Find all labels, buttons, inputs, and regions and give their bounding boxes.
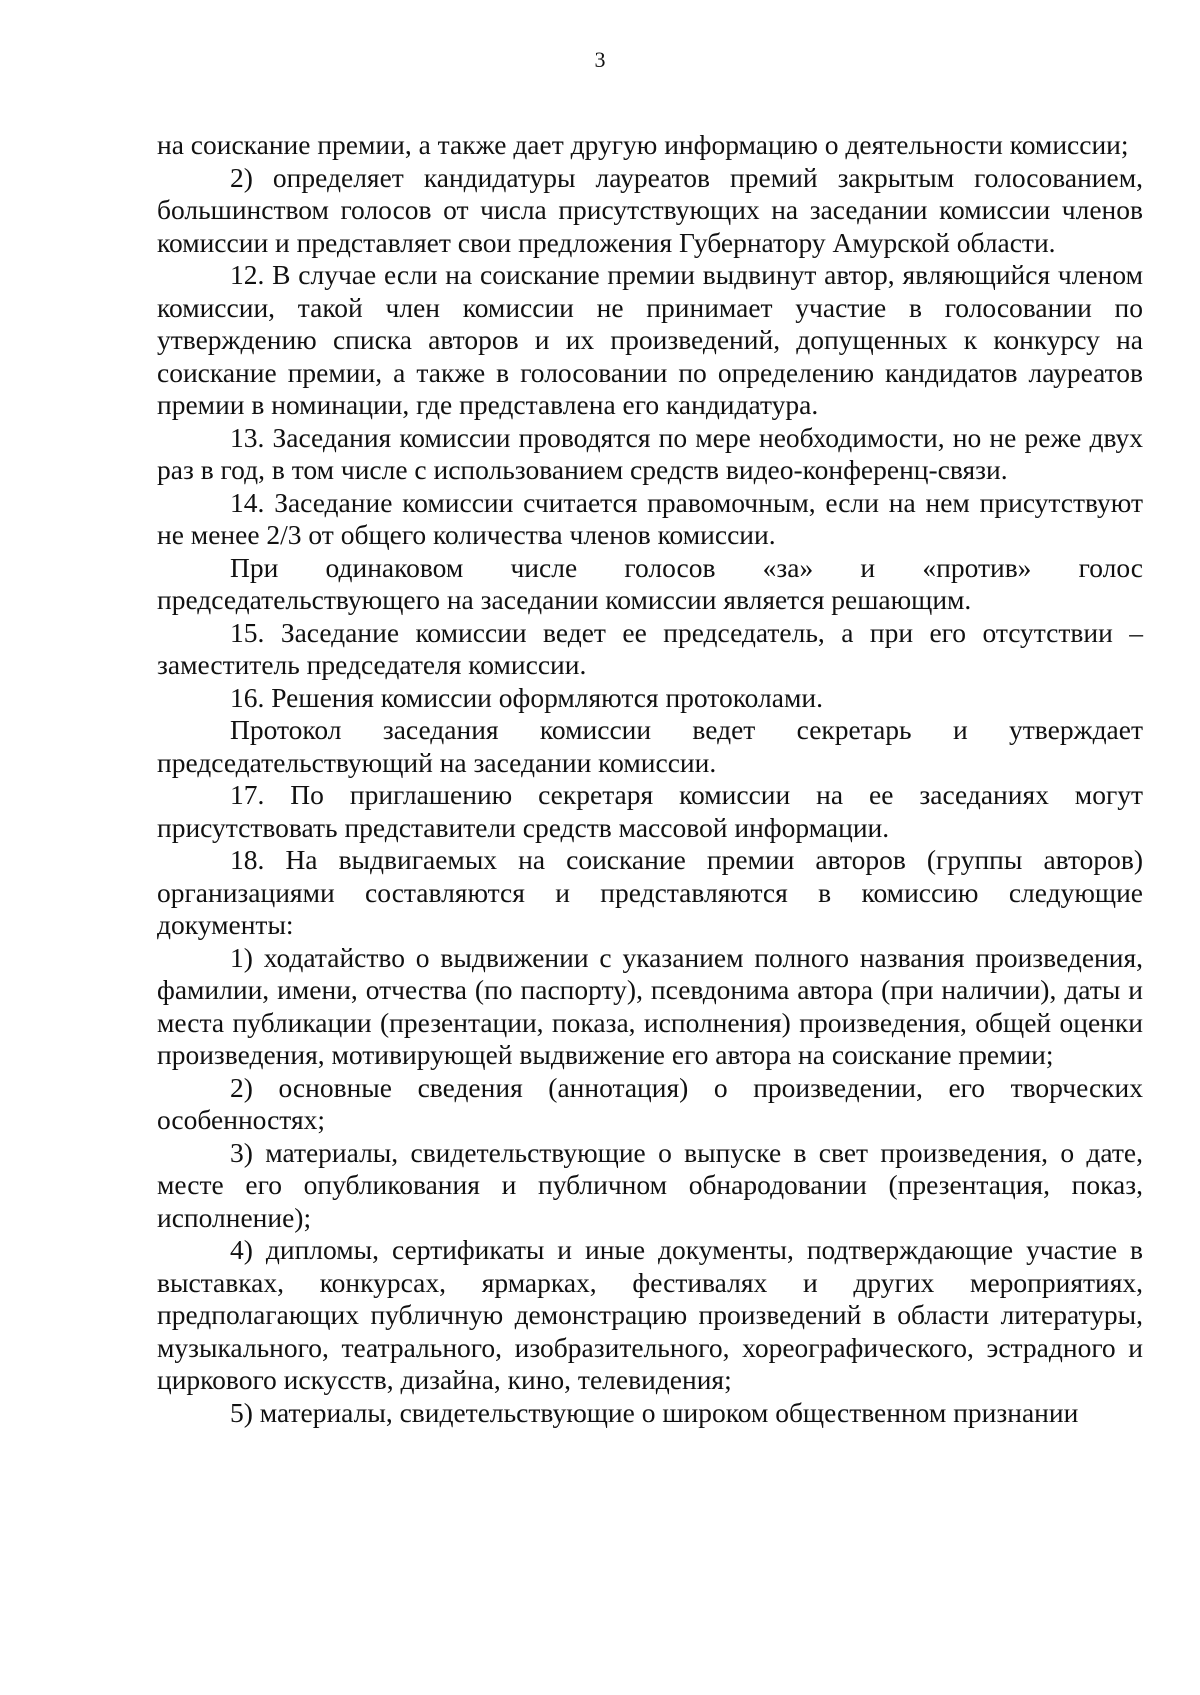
paragraph: 12. В случае если на соискание премии выдвинут автор, являющийся членом комиссии, такой член комиссии не принимает участие в голосовании по утверждению списка авторов и их произведений, допущенных к конкурсу на соискание премии, а также в голосовании по определению кандидатов лауреатов премии в номинации, где представлена его кандидатура. — [157, 259, 1143, 420]
paragraph: 18. На выдвигаемых на соискание премии авторов (группы авторов) организациями составляются и представляются в комиссию следующие документы: — [157, 844, 1143, 940]
paragraph: 4) дипломы, сертификаты и иные документы, подтверждающие участие в выставках, конкурсах, ярмарках, фестивалях и других мероприятиях, предполагающих публичную демонстрацию произведений в области литературы, музыкального, театрального, изобразительного, хореографического, эстрадного и циркового искусств, дизайна, кино, телевидения; — [157, 1234, 1143, 1395]
paragraph: 2) основные сведения (аннотация) о произведении, его творческих особенностях; — [157, 1071, 1143, 1135]
paragraph: 13. Заседания комиссии проводятся по мере необходимости, но не реже двух раз в год, в том числе с использованием средств видео-конференц-связи. — [157, 421, 1143, 485]
paragraph: 1) ходатайство о выдвижении с указанием полного названия произведения, фамилии, имени, отчества (по паспорту), псевдонима автора (при наличии), даты и места публикации (презентации, показа, исполнения) произведения, общей оценки произведения, мотивирующей выдвижение его автора на соискание премии; — [157, 941, 1143, 1070]
document-body — [157, 129, 1143, 1429]
paragraph: на соискание премии, а также дает другую информацию о деятельности комиссии; — [157, 129, 1129, 160]
page-number: 3 — [594, 47, 606, 72]
paragraph: 3) материалы, свидетельствующие о выпуске в свет произведения, о дате, месте его опубликования и публичном обнародовании (презентация, показ, исполнение); — [157, 1136, 1143, 1233]
paragraph: Протокол заседания комиссии ведет секретарь и утверждает председательствующий на заседании комиссии. — [157, 714, 1143, 778]
paragraph: 17. По приглашению секретаря комиссии на ее заседаниях могут присутствовать представители средств массовой информации. — [157, 779, 1143, 843]
paragraph: 16. Решения комиссии оформляются протоколами. — [230, 681, 823, 713]
paragraph: 15. Заседание комиссии ведет ее председатель, а при его отсутствии – заместитель председателя комиссии. — [157, 616, 1143, 680]
paragraph: 2) определяет кандидатуры лауреатов премий закрытым голосованием, большинством голосов от числа присутствующих на заседании комиссии членов комиссии и представляет свои предложения Губернатору Амурской области. — [157, 161, 1143, 258]
paragraph: 5) материалы, свидетельствующие о широком общественном признании — [230, 1396, 1079, 1428]
paragraph: 14. Заседание комиссии считается правомочным, если на нем присутствуют не менее 2/3 от общего количества членов комиссии. — [157, 486, 1143, 550]
paragraph: При одинаковом числе голосов «за» и «против» голос председательствующего на заседании комиссии является решающим. — [157, 551, 1143, 615]
